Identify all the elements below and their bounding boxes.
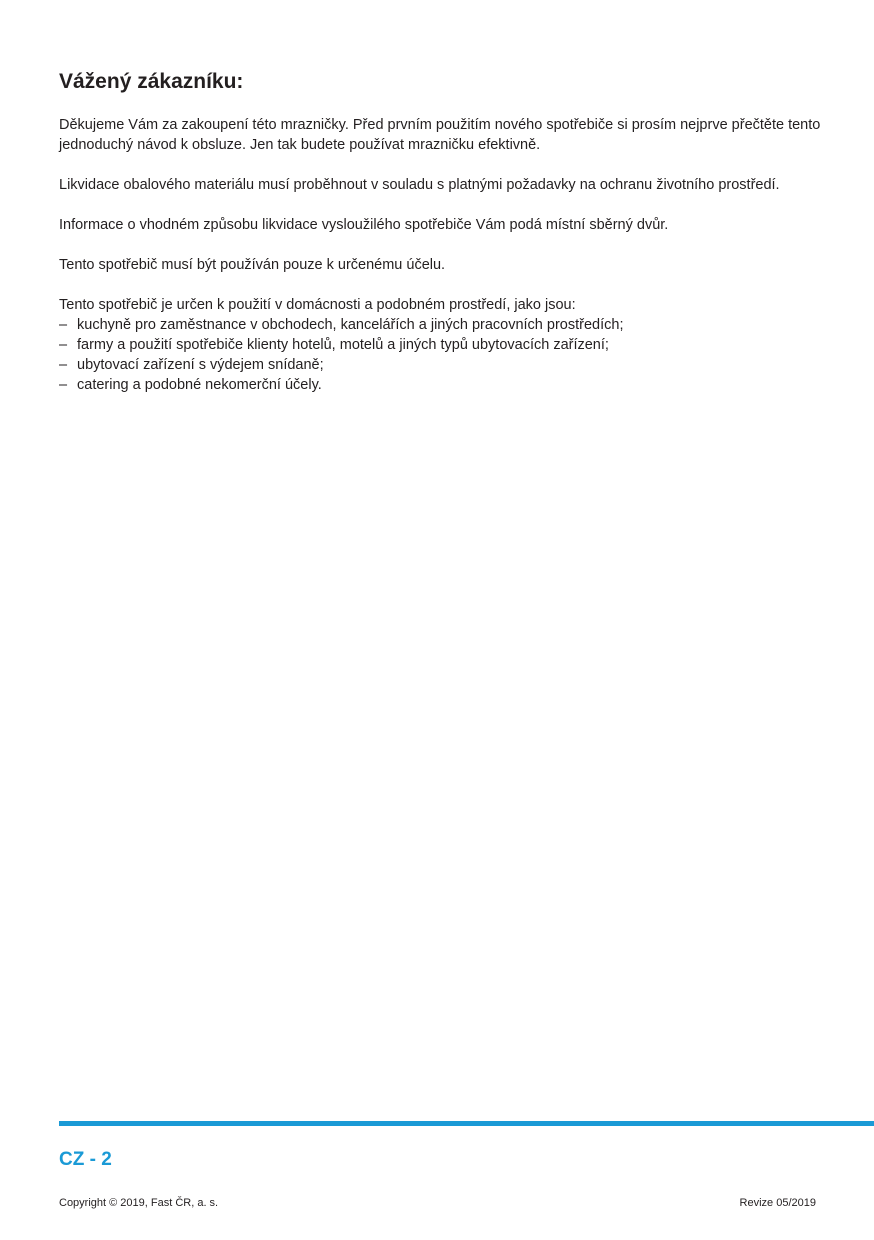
list-item <box>59 355 829 375</box>
list-item <box>59 315 829 335</box>
paragraph-thanks: Děkujeme Vám za zakoupení této mrazničky. Před prvním použitím nového spotřebiče si prosím nejprve přečtěte tento jednoduchý návod k obsluze. Jen tak budete používat mrazničku efektivně. <box>59 117 821 153</box>
list-item-text: catering a podobné nekomerční účely. <box>77 377 322 393</box>
usage-list <box>59 315 829 395</box>
usage-section <box>59 295 829 395</box>
footer-divider <box>59 1121 874 1126</box>
page-title: Vážený zákazníku: <box>59 70 244 93</box>
paragraph-appliance-disposal: Informace o vhodném způsobu likvidace vysloužilého spotřebiče Vám podá místní sběrný dvůr. <box>59 217 669 233</box>
page-number: CZ - 2 <box>59 1149 112 1170</box>
list-item-text: ubytovací zařízení s výdejem snídaně; <box>77 357 324 373</box>
list-item-text: farmy a použití spotřebiče klienty hotelů, motelů a jiných typů ubytovacích zařízení; <box>77 337 609 353</box>
paragraph-packaging-disposal: Likvidace obalového materiálu musí proběhnout v souladu s platnými požadavky na ochranu životního prostředí. <box>59 177 780 193</box>
list-dash: – <box>59 317 68 333</box>
list-item <box>59 375 829 395</box>
list-item-text: kuchyně pro zaměstnance v obchodech, kancelářích a jiných pracovních prostředích; <box>77 317 624 333</box>
list-dash: – <box>59 357 68 373</box>
list-dash: – <box>59 337 68 353</box>
document-body <box>59 115 829 395</box>
list-item <box>59 335 829 355</box>
paragraph-intended-use: Tento spotřebič musí být používán pouze k určenému účelu. <box>59 257 446 273</box>
list-dash: – <box>59 377 68 393</box>
usage-intro: Tento spotřebič je určen k použití v domácnosti a podobném prostředí, jako jsou: <box>59 297 576 313</box>
revision-label: Revize 05/2019 <box>739 1197 816 1209</box>
copyright-notice: Copyright © 2019, Fast ČR, a. s. <box>59 1197 219 1209</box>
